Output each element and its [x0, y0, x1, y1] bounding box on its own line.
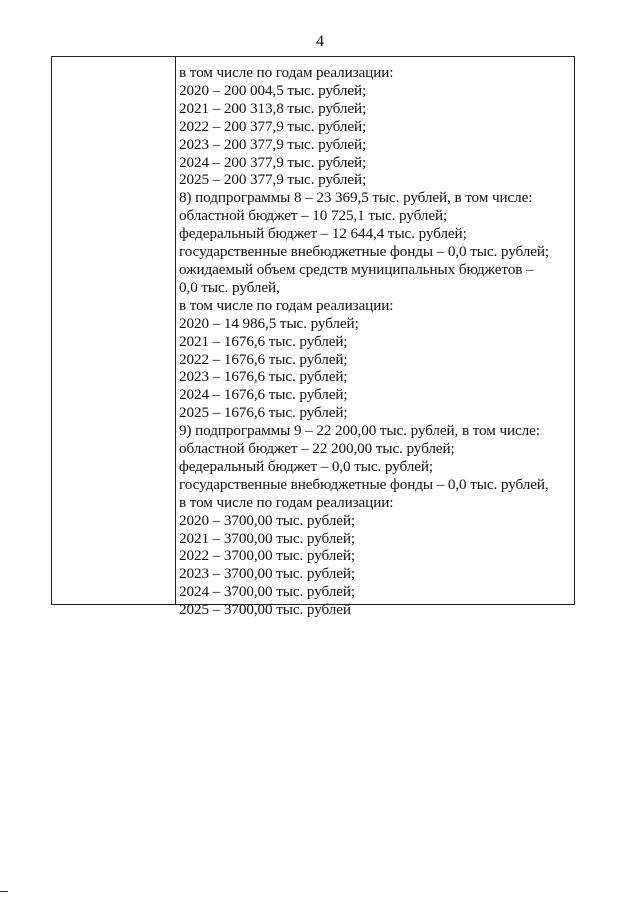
table-text-line: в том числе по годам реализации:: [179, 296, 394, 314]
table-text-line: областной бюджет – 22 200,00 тыс. рублей;: [179, 440, 455, 458]
table-text-line: 9) подпрограммы 9 – 22 200,00 тыс. рублей, в том числе:: [179, 422, 540, 440]
table-text-line: 2024 – 3700,00 тыс. рублей;: [179, 583, 355, 601]
table-text-line: государственные внебюджетные фонды – 0,0 тыс. рублей;: [179, 243, 550, 261]
table-text-line: 2025 – 1676,6 тыс. рублей;: [179, 404, 348, 422]
table-text-line: ожидаемый объем средств муниципальных бюджетов –: [179, 260, 534, 278]
table-text-line: 2020 – 200 004,5 тыс. рублей;: [179, 81, 367, 99]
table-text-line: федеральный бюджет – 12 644,4 тыс. рублей;: [179, 225, 467, 243]
table-text-line: 2024 – 200 377,9 тыс. рублей;: [179, 153, 367, 171]
page-number: 4: [316, 33, 324, 50]
table-text-line: в том числе по годам реализации:: [179, 64, 394, 81]
funding-table: [51, 56, 575, 619]
table-text-line: 2023 – 3700,00 тыс. рублей;: [179, 565, 355, 583]
table-text-line: в том числе по годам реализации:: [179, 493, 394, 511]
table-text-line: 2021 – 1676,6 тыс. рублей;: [179, 332, 348, 350]
table-text-line: 2022 – 1676,6 тыс. рублей;: [179, 350, 348, 368]
table-text-line: 0,0 тыс. рублей,: [179, 278, 280, 296]
table-text-line: 2022 – 200 377,9 тыс. рублей;: [179, 117, 367, 135]
table-text-line: федеральный бюджет – 0,0 тыс. рублей;: [179, 457, 434, 475]
table-text-line: 2025 – 3700,00 тыс. рублей: [179, 601, 351, 619]
table-left-cell: [52, 57, 176, 604]
table-text-line: 2021 – 200 313,8 тыс. рублей;: [179, 99, 367, 117]
table-text-line: 2022 – 3700,00 тыс. рублей;: [179, 547, 355, 565]
table-text-line: областной бюджет – 10 725,1 тыс. рублей;: [179, 207, 448, 225]
table-text-line: 2024 – 1676,6 тыс. рублей;: [179, 386, 348, 404]
table-text-line: 2025 – 200 377,9 тыс. рублей;: [179, 171, 367, 189]
margin-mark: [0, 891, 8, 892]
table-text-line: 2023 – 1676,6 тыс. рублей;: [179, 368, 348, 386]
table-text-line: 2020 – 14 986,5 тыс. рублей;: [179, 314, 359, 332]
table-text-line: 2021 – 3700,00 тыс. рублей;: [179, 529, 355, 547]
table-text-line: государственные внебюджетные фонды – 0,0 тыс. рублей,: [179, 475, 549, 493]
table-text-line: 2023 – 200 377,9 тыс. рублей;: [179, 135, 367, 153]
table-right-cell: [179, 64, 571, 619]
table-text-line: 2020 – 3700,00 тыс. рублей;: [179, 511, 355, 529]
table-text-line: 8) подпрограммы 8 – 23 369,5 тыс. рублей, в том числе:: [179, 189, 533, 207]
